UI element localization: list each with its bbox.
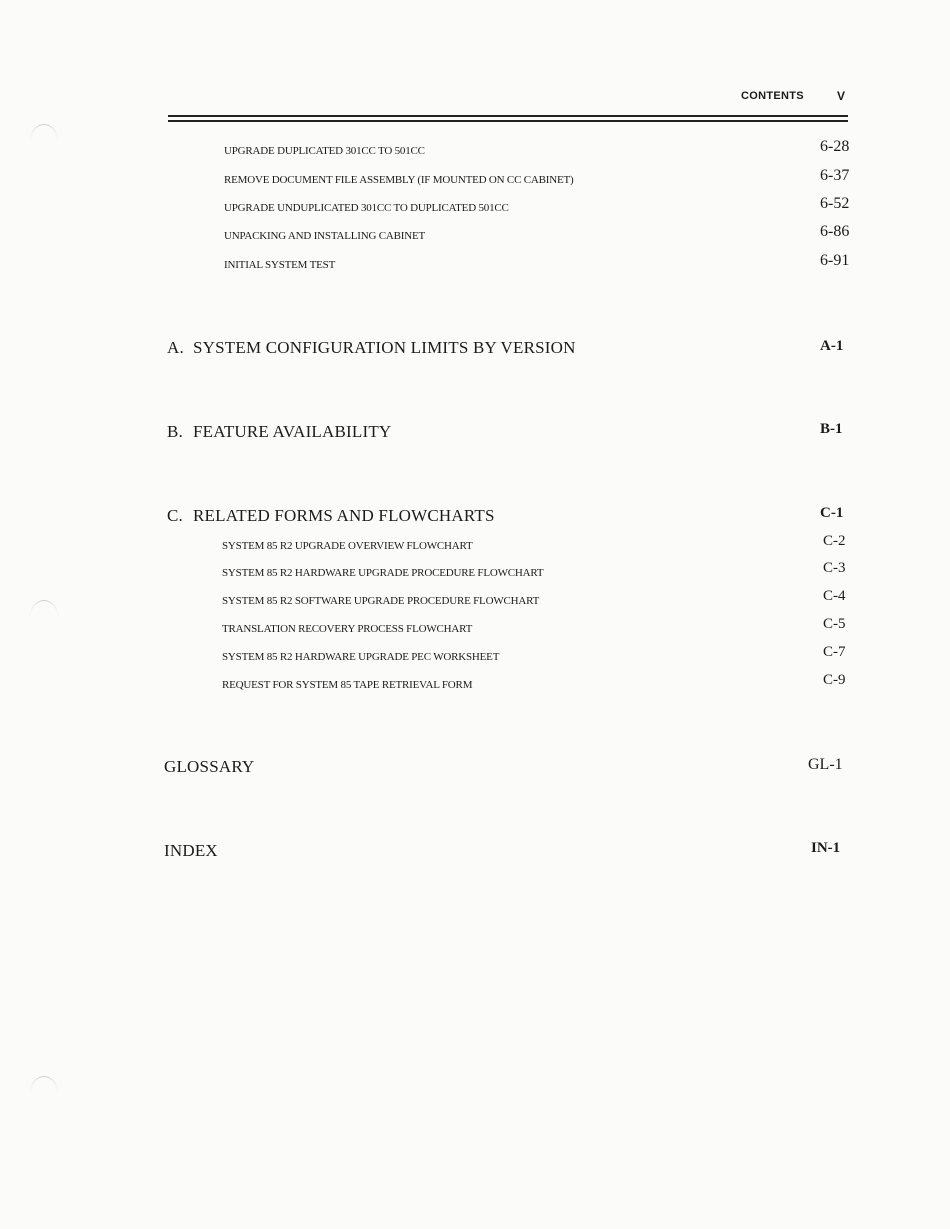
running-header-page: V: [837, 89, 846, 103]
index-page: IN-1: [811, 840, 841, 856]
toc-entry-title: UNPACKING AND INSTALLING CABINET: [224, 230, 426, 242]
toc-entry-page: C-5: [823, 616, 846, 632]
punch-hole-mark: [30, 1076, 58, 1111]
appendix-c-page: C-1: [820, 505, 844, 521]
toc-entry-page: C-7: [823, 644, 846, 660]
appendix-title: SYSTEM CONFIGURATION LIMITS BY VERSION: [193, 338, 576, 357]
appendix-letter: A.: [167, 338, 184, 357]
toc-entry-page: 6-91: [820, 252, 850, 269]
running-header: [741, 89, 846, 103]
toc-entry-page: 6-28: [820, 138, 850, 155]
appendix-a-heading: [167, 338, 576, 358]
toc-entry-page: 6-37: [820, 167, 850, 184]
toc-entry-title: REQUEST FOR SYSTEM 85 TAPE RETRIEVAL FORM: [222, 679, 473, 691]
toc-entry-page: C-4: [823, 588, 846, 604]
appendix-title: RELATED FORMS AND FLOWCHARTS: [193, 506, 495, 525]
appendix-c-heading: [167, 506, 495, 526]
appendix-b-page: B-1: [820, 421, 843, 437]
toc-entry-title: SYSTEM 85 R2 HARDWARE UPGRADE PEC WORKSHEET: [222, 651, 500, 663]
glossary-heading: GLOSSARY: [164, 757, 255, 776]
header-rule-top: [168, 115, 848, 117]
toc-entry-page: C-9: [823, 672, 846, 688]
toc-entry-title: SYSTEM 85 R2 HARDWARE UPGRADE PROCEDURE FLOWCHART: [222, 567, 544, 579]
toc-entry-title: SYSTEM 85 R2 SOFTWARE UPGRADE PROCEDURE FLOWCHART: [222, 595, 540, 607]
appendix-title: FEATURE AVAILABILITY: [193, 422, 392, 441]
appendix-a-page: A-1: [820, 338, 844, 354]
running-header-title: CONTENTS: [741, 90, 804, 102]
toc-entry-page: 6-86: [820, 223, 850, 240]
header-rule-bottom: [168, 120, 848, 122]
appendix-b-heading: [167, 422, 391, 442]
toc-entry-title: UPGRADE UNDUPLICATED 301CC TO DUPLICATED 501CC: [224, 202, 509, 214]
toc-entry-page: C-2: [823, 533, 846, 549]
punch-hole-mark: [30, 124, 58, 159]
toc-entry-title: UPGRADE DUPLICATED 301CC TO 501CC: [224, 145, 425, 157]
punch-hole-mark: [30, 600, 58, 635]
appendix-letter: C.: [167, 506, 183, 525]
toc-entry-title: REMOVE DOCUMENT FILE ASSEMBLY (IF MOUNTED ON CC CABINET): [224, 174, 574, 186]
toc-entry-title: TRANSLATION RECOVERY PROCESS FLOWCHART: [222, 623, 473, 635]
toc-entry-title: SYSTEM 85 R2 UPGRADE OVERVIEW FLOWCHART: [222, 540, 473, 552]
glossary-page: GL-1: [808, 756, 843, 773]
toc-entry-page: 6-52: [820, 195, 850, 212]
toc-entry-page: C-3: [823, 560, 846, 576]
toc-entry-title: INITIAL SYSTEM TEST: [224, 259, 336, 271]
appendix-letter: B.: [167, 422, 183, 441]
index-heading: INDEX: [164, 841, 218, 860]
